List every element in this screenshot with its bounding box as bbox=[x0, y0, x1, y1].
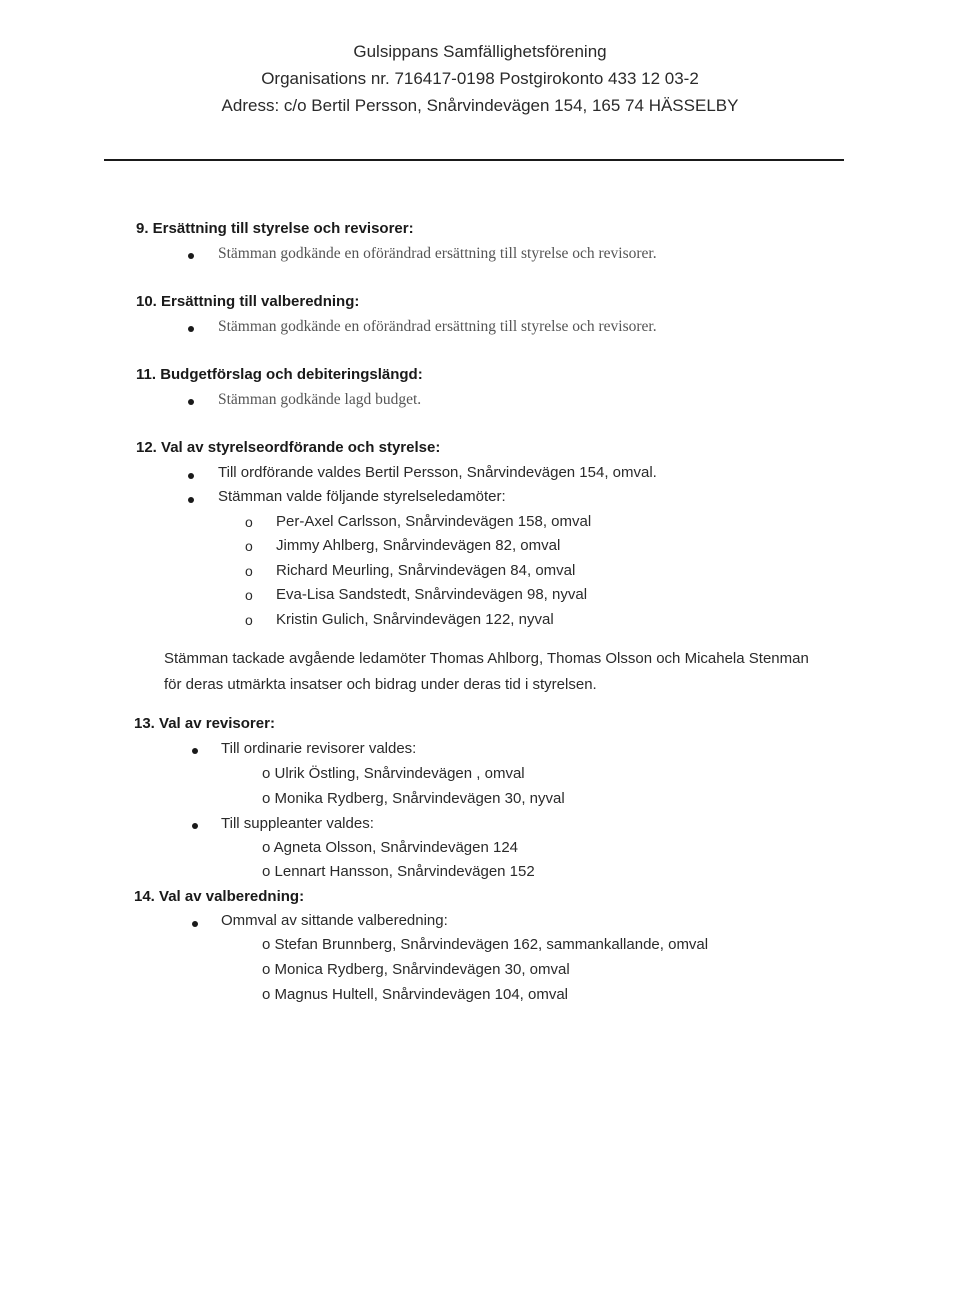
bullet-icon bbox=[188, 326, 194, 332]
section-9-item: Stämman godkände en oförändrad ersättning till styrelse och revisorer. bbox=[218, 245, 657, 262]
nomination-committee-label: Ommval av sittande valberedning: bbox=[221, 912, 448, 929]
thanks-line-1: Stämman tackade avgående ledamöter Thomas Ahlborg, Thomas Olsson och Micahela Stenman bbox=[164, 650, 809, 667]
auditors-deputy-label: Till suppleanter valdes: bbox=[221, 815, 374, 832]
org-name: Gulsippans Samfällighetsförening bbox=[353, 42, 607, 61]
org-numbers: Organisations nr. 716417-0198 Postgirokonto 433 12 03-2 bbox=[261, 69, 699, 88]
board-member: Jimmy Ahlberg, Snårvindevägen 82, omval bbox=[276, 537, 561, 554]
bullet-icon bbox=[188, 399, 194, 405]
auditors-ordinary-label: Till ordinarie revisorer valdes: bbox=[221, 740, 417, 757]
bullet-icon bbox=[188, 473, 194, 479]
deputy-auditor-entry: o Lennart Hansson, Snårvindevägen 152 bbox=[262, 863, 535, 880]
auditor-entry: o Monika Rydberg, Snårvindevägen 30, nyval bbox=[262, 790, 565, 807]
thanks-line-2: för deras utmärkta insatser och bidrag under deras tid i styrelsen. bbox=[164, 676, 597, 693]
header-divider bbox=[104, 159, 844, 161]
section-9-heading: 9. Ersättning till styrelse och revisorer: bbox=[136, 220, 414, 237]
section-12-item-chair: Till ordförande valdes Bertil Persson, Snårvindevägen 154, omval. bbox=[218, 464, 657, 481]
board-member: Kristin Gulich, Snårvindevägen 122, nyval bbox=[276, 611, 554, 628]
sub-bullet-icon: o bbox=[245, 538, 253, 554]
section-14-heading: 14. Val av valberedning: bbox=[134, 888, 305, 905]
bullet-icon bbox=[188, 253, 194, 259]
sub-bullet-icon: o bbox=[245, 612, 253, 628]
sub-bullet-icon: o bbox=[245, 563, 253, 579]
bullet-icon bbox=[188, 497, 194, 503]
bullet-icon bbox=[192, 921, 198, 927]
sub-bullet-icon: o bbox=[245, 587, 253, 603]
board-member: Richard Meurling, Snårvindevägen 84, omval bbox=[276, 562, 576, 579]
org-address: Adress: c/o Bertil Persson, Snårvindevägen 154, 165 74 HÄSSELBY bbox=[221, 96, 739, 115]
committee-member: o Stefan Brunnberg, Snårvindevägen 162, sammankallande, omval bbox=[262, 936, 709, 953]
board-member: Per-Axel Carlsson, Snårvindevägen 158, omval bbox=[276, 513, 592, 530]
deputy-auditor-entry: o Agneta Olsson, Snårvindevägen 124 bbox=[262, 839, 519, 856]
sub-bullet-icon: o bbox=[245, 514, 253, 530]
section-11-heading: 11. Budgetförslag och debiteringslängd: bbox=[136, 366, 423, 383]
letterhead bbox=[0, 38, 960, 119]
section-10-heading: 10. Ersättning till valberedning: bbox=[136, 293, 360, 310]
section-12-item-members: Stämman valde följande styrelseledamöter: bbox=[218, 488, 506, 505]
bullet-icon bbox=[192, 823, 198, 829]
section-11-item: Stämman godkände lagd budget. bbox=[218, 391, 422, 408]
section-13-heading: 13. Val av revisorer: bbox=[134, 715, 275, 732]
section-10-item: Stämman godkände en oförändrad ersättning till styrelse och revisorer. bbox=[218, 318, 657, 335]
section-12-heading: 12. Val av styrelseordförande och styrelse: bbox=[136, 439, 441, 456]
committee-member: o Magnus Hultell, Snårvindevägen 104, omval bbox=[262, 986, 569, 1003]
committee-member: o Monica Rydberg, Snårvindevägen 30, omval bbox=[262, 961, 570, 978]
bullet-icon bbox=[192, 748, 198, 754]
auditor-entry: o Ulrik Östling, Snårvindevägen , omval bbox=[262, 765, 525, 782]
board-member: Eva-Lisa Sandstedt, Snårvindevägen 98, nyval bbox=[276, 586, 588, 603]
